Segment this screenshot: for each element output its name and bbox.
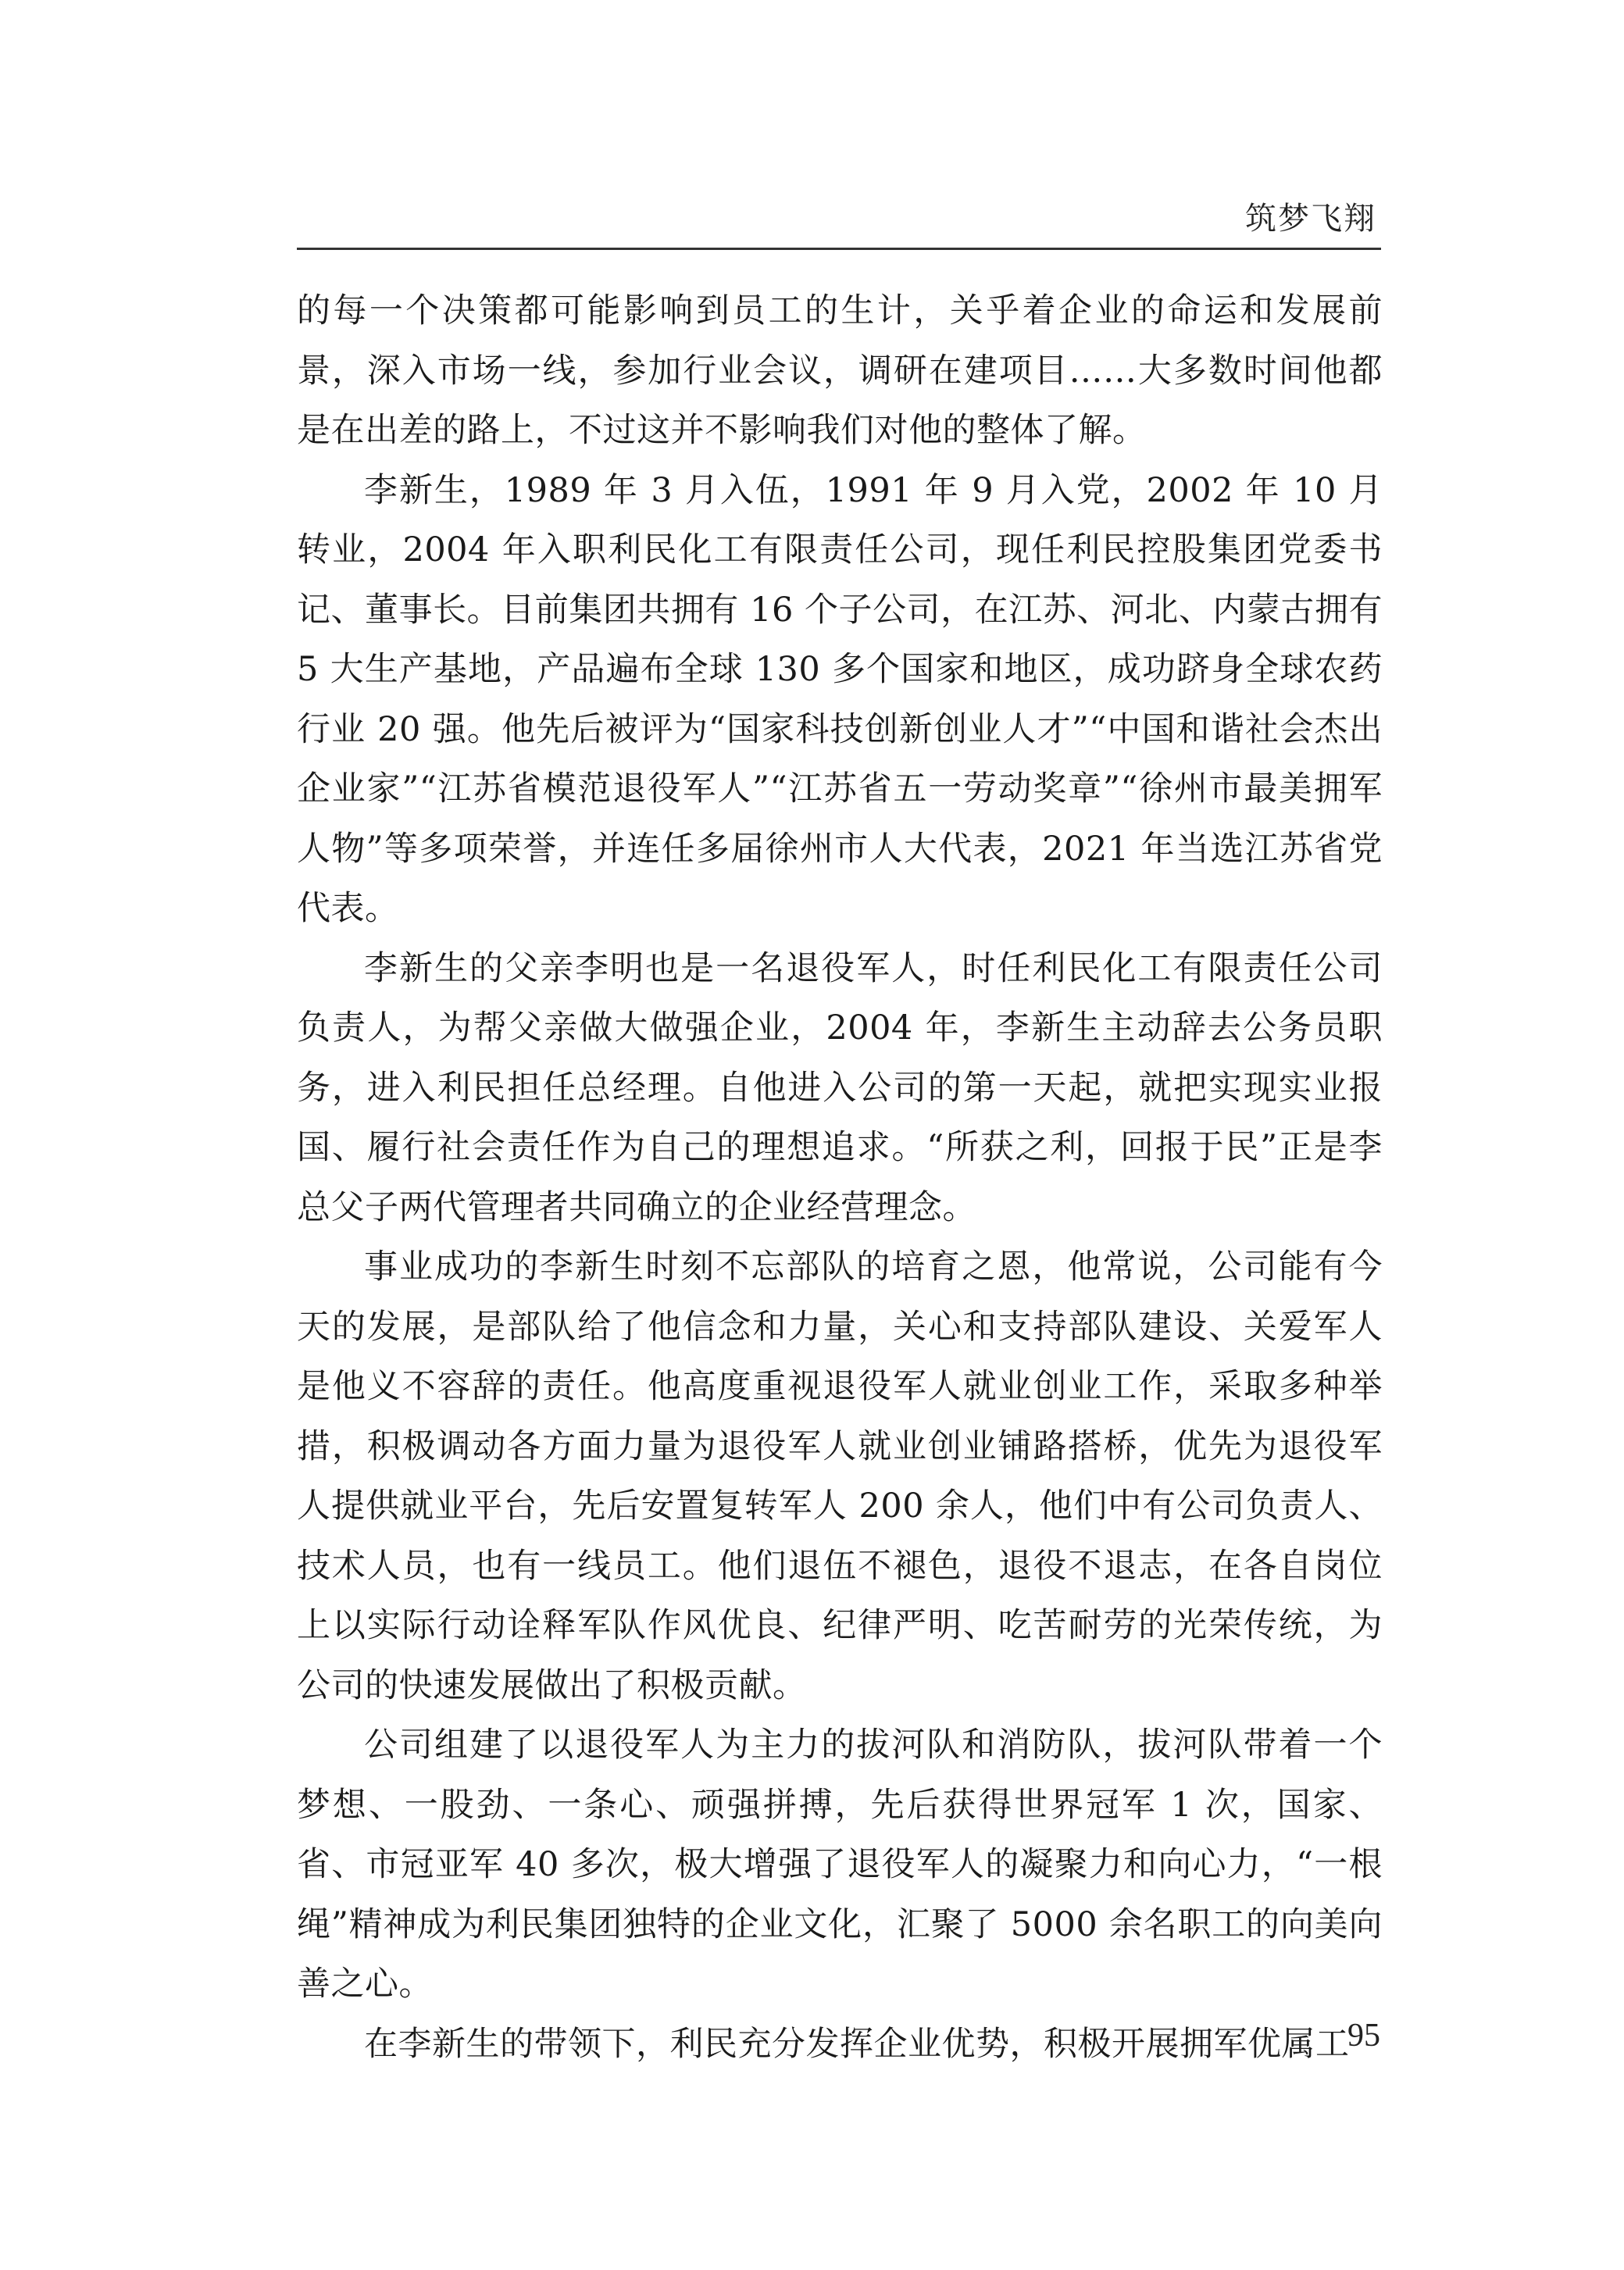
running-header-title: 筑梦飞翔 (1245, 201, 1376, 237)
paragraph: 在李新生的带领下，利民充分发挥企业优势，积极开展拥军优属工 (364, 2024, 1350, 2064)
page-number: 95 (1347, 2018, 1380, 2054)
running-header (297, 195, 1381, 250)
paragraph: 公司组建了以退役军人为主力的拔河队和消防队，拔河队带着一个梦想、一股劲、一条心、顽强拼搏，先后获得世界冠军 1 次，国家、省、市冠亚军 40 多次，极大增强了退役军人的凝聚力和向心力，“一根绳”精神成为利民集团独特的企业文化，汇聚了 5000 余名职工的向美向善之心。 (297, 1726, 1383, 2004)
paragraph: 李新生的父亲李明也是一名退役军人，时任利民化工有限责任公司负责人，为帮父亲做大做强企业，2004 年，李新生主动辞去公务员职务，进入利民担任总经理。自他进入公司的第一天起，就把实现实业报国、履行社会责任作为自己的理想追求。“所获之利，回报于民”正是李总父子两代管理者共同确立的企业经营理念。 (297, 948, 1383, 1227)
paragraph: 李新生，1989 年 3 月入伍，1991 年 9 月入党，2002 年 10 月转业，2004 年入职利民化工有限责任公司，现任利民控股集团党委书记、董事长。目前集团共拥有 16 个子公司，在江苏、河北、内蒙古拥有 5 大生产基地，产品遍布全球 130 多个国家和地区，成功跻身全球农药行业 20 强。他先后被评为“国家科技创新创业人才”“中国和谐社会杰出企业家”“江苏省模范退役军人”“江苏省五一劳动奖章”“徐州市最美拥军人物”等多项荣誉，并连任多届徐州市人大代表，2021 年当选江苏省党代表。 (297, 470, 1383, 928)
body-text (297, 281, 1383, 2074)
paragraph: 的每一个决策都可能影响到员工的生计，关乎着企业的命运和发展前景，深入市场一线，参加行业会议，调研在建项目……大多数时间他都是在出差的路上，不过这并不影响我们对他的整体了解。 (297, 291, 1383, 450)
paragraph: 事业成功的李新生时刻不忘部队的培育之恩，他常说，公司能有今天的发展，是部队给了他信念和力量，关心和支持部队建设、关爱军人是他义不容辞的责任。他高度重视退役军人就业创业工作，采取多种举措，积极调动各方面力量为退役军人就业创业铺路搭桥，优先为退役军人提供就业平台，先后安置复转军人 200 余人，他们中有公司负责人、技术人员，也有一线员工。他们退伍不褪色，退役不退志，在各自岗位上以实际行动诠释军队作风优良、纪律严明、吃苦耐劳的光荣传统，为公司的快速发展做出了积极贡献。 (297, 1247, 1383, 1705)
